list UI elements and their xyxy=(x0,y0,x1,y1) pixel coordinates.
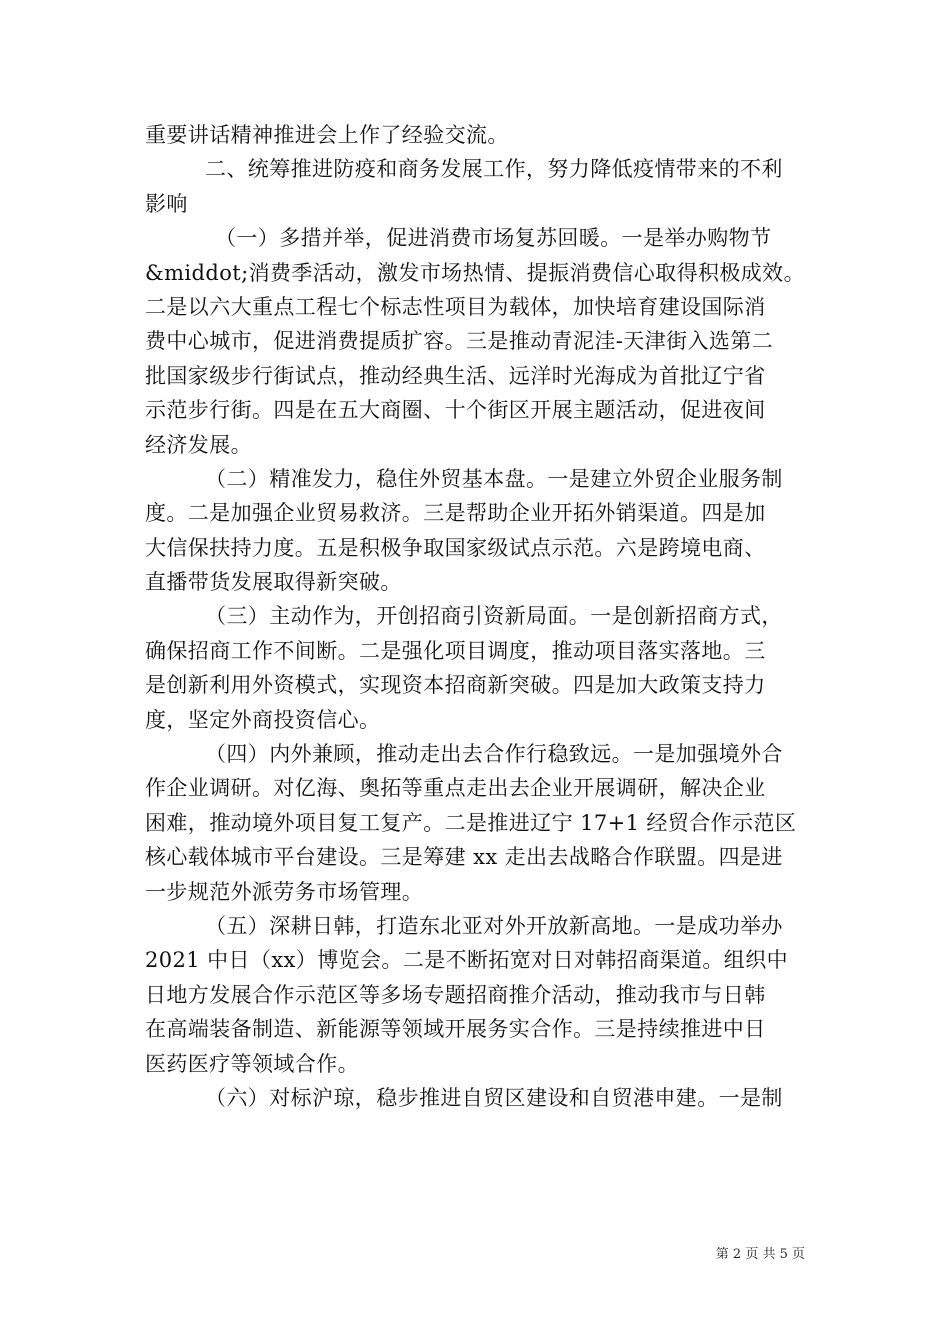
document-body xyxy=(145,118,817,1115)
text-line: 确保招商工作不间断。二是强化项目调度，推动项目落实落地。三 xyxy=(145,638,766,663)
text-line: 二是以六大重点工程七个标志性项目为载体，加快培育建设国际消 xyxy=(145,294,766,319)
paragraph-heading: （一）多措并举，促进消费市场复苏回暖。一是举办购物节 xyxy=(215,226,772,251)
text-line: 批国家级步行街试点，推动经典生活、远洋时光海成为首批辽宁省 xyxy=(145,363,766,388)
paragraph-heading: （二）精准发力，稳住外贸基本盘。一是建立外贸企业服务制 xyxy=(205,466,783,491)
paragraph-heading: （三）主动作为，开创招商引资新局面。一是创新招商方式， xyxy=(205,604,783,629)
text-line: 影响 xyxy=(145,191,188,216)
text-line: 示范步行街。四是在五大商圈、十个街区开展主题活动，促进夜间 xyxy=(145,398,766,423)
paragraph-heading: （四）内外兼顾，推动走出去合作行稳致远。一是加强境外合 xyxy=(205,742,783,767)
text-line: 大信保扶持力度。五是积极争取国家级试点示范。六是跨境电商、 xyxy=(145,535,766,560)
text-line: 医药医疗等领域合作。 xyxy=(145,1051,359,1076)
text-line: 度，坚定外商投资信心。 xyxy=(145,707,381,732)
page-number: 第 2 页 共 5 页 xyxy=(715,1247,805,1262)
section-heading: 二、统筹推进防疫和商务发展工作，努力降低疫情带来的不利 xyxy=(205,157,783,182)
text-line: 度。二是加强企业贸易救济。三是帮助企业开拓外销渠道。四是加 xyxy=(145,501,766,526)
paragraph-heading: （六）对标沪琼，稳步推进自贸区建设和自贸港申建。一是制 xyxy=(205,1085,783,1110)
text-line: 日地方发展合作示范区等多场专题招商推介活动，推动我市与日韩 xyxy=(145,982,766,1007)
text-line: 重要讲话精神推进会上作了经验交流。 xyxy=(145,123,509,147)
paragraph-heading: （五）深耕日韩，打造东北亚对外开放新高地。一是成功举办 xyxy=(205,913,783,938)
text-line: 2021 中日（xx）博览会。二是不断拓宽对日对韩招商渠道。组织中 xyxy=(145,948,789,973)
text-line: 作企业调研。对亿海、奥拓等重点走出去企业开展调研，解决企业 xyxy=(145,776,766,801)
text-line: 核心载体城市平台建设。三是筹建 xx 走出去战略合作联盟。四是进 xyxy=(145,845,783,870)
text-line: 直播带货发展取得新突破。 xyxy=(145,570,402,595)
text-line: 是创新利用外资模式，实现资本招商新突破。四是加大政策支持力 xyxy=(145,673,766,698)
text-line: &middot;消费季活动，激发市场热情、提振消费信心取得积极成效。 xyxy=(145,260,805,285)
text-line: 费中心城市，促进消费提质扩容。三是推动青泥洼-天津街入选第二 xyxy=(145,329,774,354)
text-line: 困难，推动境外项目复工复产。二是推进辽宁 17+1 经贸合作示范区 xyxy=(145,810,797,835)
text-line: 经济发展。 xyxy=(145,432,252,457)
text-line: 在高端装备制造、新能源等领域开展务实合作。三是持续推进中日 xyxy=(145,1017,766,1042)
text-line: 一步规范外派劳务市场管理。 xyxy=(145,879,424,904)
